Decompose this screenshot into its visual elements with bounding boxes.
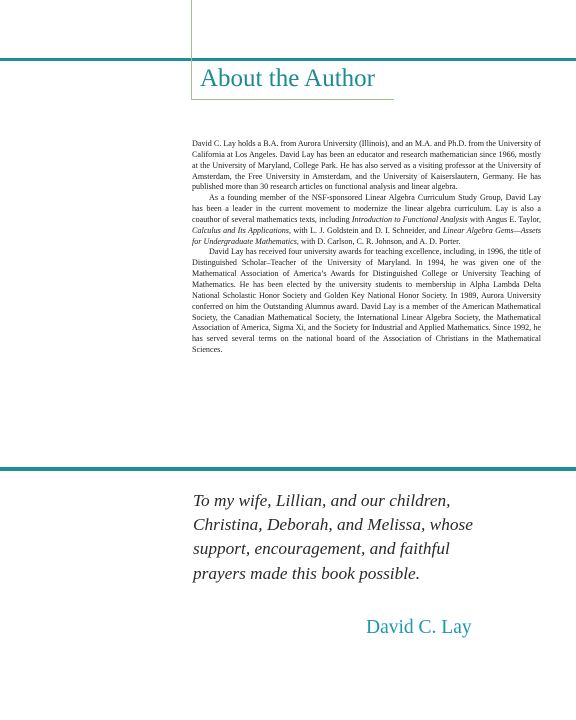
- dedication: [193, 489, 523, 586]
- dedication-line-1: To my wife, Lillian, and our children,: [193, 491, 451, 510]
- bio-p2-text-c: with Angus E. Taylor,: [467, 214, 542, 224]
- heading-underline-rule: [191, 99, 394, 100]
- top-horizontal-rule: [0, 58, 576, 61]
- book-title-calculus: Calculus and Its Applications: [192, 225, 289, 235]
- book-title-linear-algebra-gems: Linear Algebra Gems—Assets for Undergraduate Mathematics: [192, 225, 541, 246]
- author-bio: [192, 139, 541, 356]
- heading-vertical-rule: [191, 0, 192, 100]
- bottom-horizontal-rule: [0, 467, 576, 471]
- bio-p2-text-a: As a founding member of the NSF-sponsored Linear Algebra Curriculum Study Group, David Lay has been a leader in the current movement to modernize the linear algebra curriculum. Lay is also a coauthor of several mathematics texts, including: [192, 193, 541, 224]
- page-title: About the Author: [200, 65, 375, 92]
- bio-paragraph-3: David Lay has received four university awards for teaching excellence, including, in 1996, the title of Distinguished Scholar–Teacher of the University of Maryland. In 1994, he was given one of the Mathematical Association of America’s Awards for Distinguished College or University Teaching of Mathematics. He has been elected by the university students to membership in Alpha Lambda Delta National Scholastic Honor Society and Golden Key National Honor Society. In 1989, Aurora University conferred on him the Outstanding Alumnus award. David Lay is a member of the American Mathematical Society, the Canadian Mathematical Society, the International Linear Algebra Society, the Mathematical Association of America, Sigma Xi, and the Society for Industrial and Applied Mathematics. Since 1992, he has served several terms on the national board of the Association of Christians in the Mathematical Sciences.: [192, 247, 541, 355]
- author-signature: David C. Lay: [366, 617, 472, 638]
- dedication-line-3: support, encouragement, and faithful: [193, 539, 450, 559]
- bio-paragraph-1: David C. Lay holds a B.A. from Aurora University (Illinois), and an M.A. and Ph.D. from the University of California at Los Angeles. David Lay has been an educator and research mathematician since 1966, mostly at the University of Maryland, College Park. He has also served as a visiting professor at the University of Amsterdam, the Free University in Amsterdam, and the University of Kaiserslautern, Germany. He has published more than 30 research articles on functional analysis and linear algebra.: [192, 139, 541, 192]
- dedication-line-4: prayers made this book possible.: [193, 563, 421, 583]
- bio-paragraph-2: [192, 193, 541, 247]
- bio-p2-text-e: , with L. J. Goldstein and D. I. Schneider, and: [288, 225, 443, 235]
- book-title-functional-analysis: Introduction to Functional Analysis: [351, 214, 468, 224]
- bio-p2-text-g: , with D. Carlson, C. R. Johnson, and A. D. Porter.: [296, 236, 461, 246]
- dedication-line-2: Christina, Deborah, and Melissa, whose: [193, 515, 473, 535]
